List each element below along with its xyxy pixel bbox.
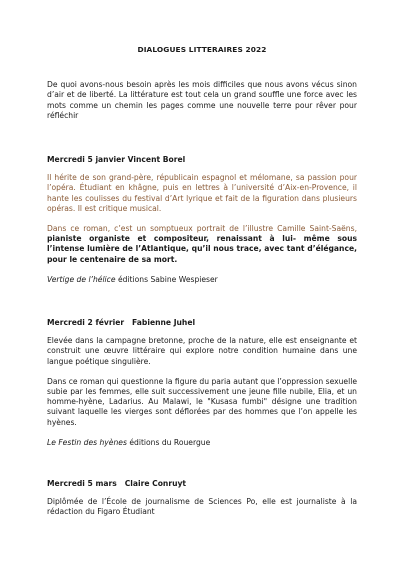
intro-paragraph: De quoi avons-nous besoin après les mois difficiles que nous avons vécus sinon d’air et de liberté. La littérature est tout cela un grand souffle une force avec les mots comme un chemin les pages comme une nouvelle terre pour rêver pour réfléchir (47, 80, 357, 120)
book-reference (47, 275, 357, 285)
book-publisher: éditions du Rouergue (126, 437, 211, 447)
session-heading: Mercredi 2 février Fabienne Juhel (47, 318, 196, 328)
book-reference (47, 438, 357, 448)
author-bio: Il hérite de son grand-père, républicain espagnol et mélomane, sa passion pour l’opéra. Étudiant en khâgne, puis en lettres à l’université d’Aix-en-Provence, il hante les coulisses du festival d’Art lyrique et fait de la figuration dans plusieurs opéras. Il est critique musical. (47, 173, 357, 213)
session-vincent-borel (47, 155, 357, 285)
session-fabienne-juhel (47, 318, 357, 448)
document-title: DIALOGUES LITTERAIRES 2022 (137, 45, 267, 54)
book-title: Le Festin des hyènes (47, 437, 127, 447)
book-summary-part1: Dans ce roman, c’est un somptueux portrait de l’illustre Camille Saint-Saëns, (47, 224, 357, 234)
book-summary: Dans ce roman qui questionne la figure du paria autant que l’oppression sexuelle subie par les femmes, elle suit successivement une jeune fille nubile, Elia, et un homme-hyène, Ladarius. Au Malawi, le "Kusasa fumbi" désigne une tradition suivant laquelle les vierges sont déflorées par des hommes que l’on appelle les hyènes. (47, 376, 357, 427)
author-bio: Elevée dans la campagne bretonne, proche de la nature, elle est enseignante et construit une œuvre littéraire qui explore notre condition humaine dans une langue poétique singulière. (47, 336, 357, 366)
book-summary-part2: pianiste organiste et compositeur, renaissant à lui- même sous l’intense lumière de l’Atlantique, qu’il nous trace, avec tant d’élégance, pour le centenaire de sa mort. (47, 234, 357, 264)
session-claire-conruyt (47, 479, 357, 518)
book-publisher: éditions Sabine Wespieser (115, 274, 218, 284)
book-summary (47, 224, 357, 265)
session-heading: Mercredi 5 mars Claire Conruyt (47, 479, 187, 489)
book-title: Vertige de l’hélice (47, 274, 116, 284)
session-heading: Mercredi 5 janvier Vincent Borel (47, 155, 186, 165)
author-bio: Diplômée de l’École de journalisme de Sciences Po, elle est journaliste à la rédaction du Figaro Étudiant (47, 497, 357, 517)
